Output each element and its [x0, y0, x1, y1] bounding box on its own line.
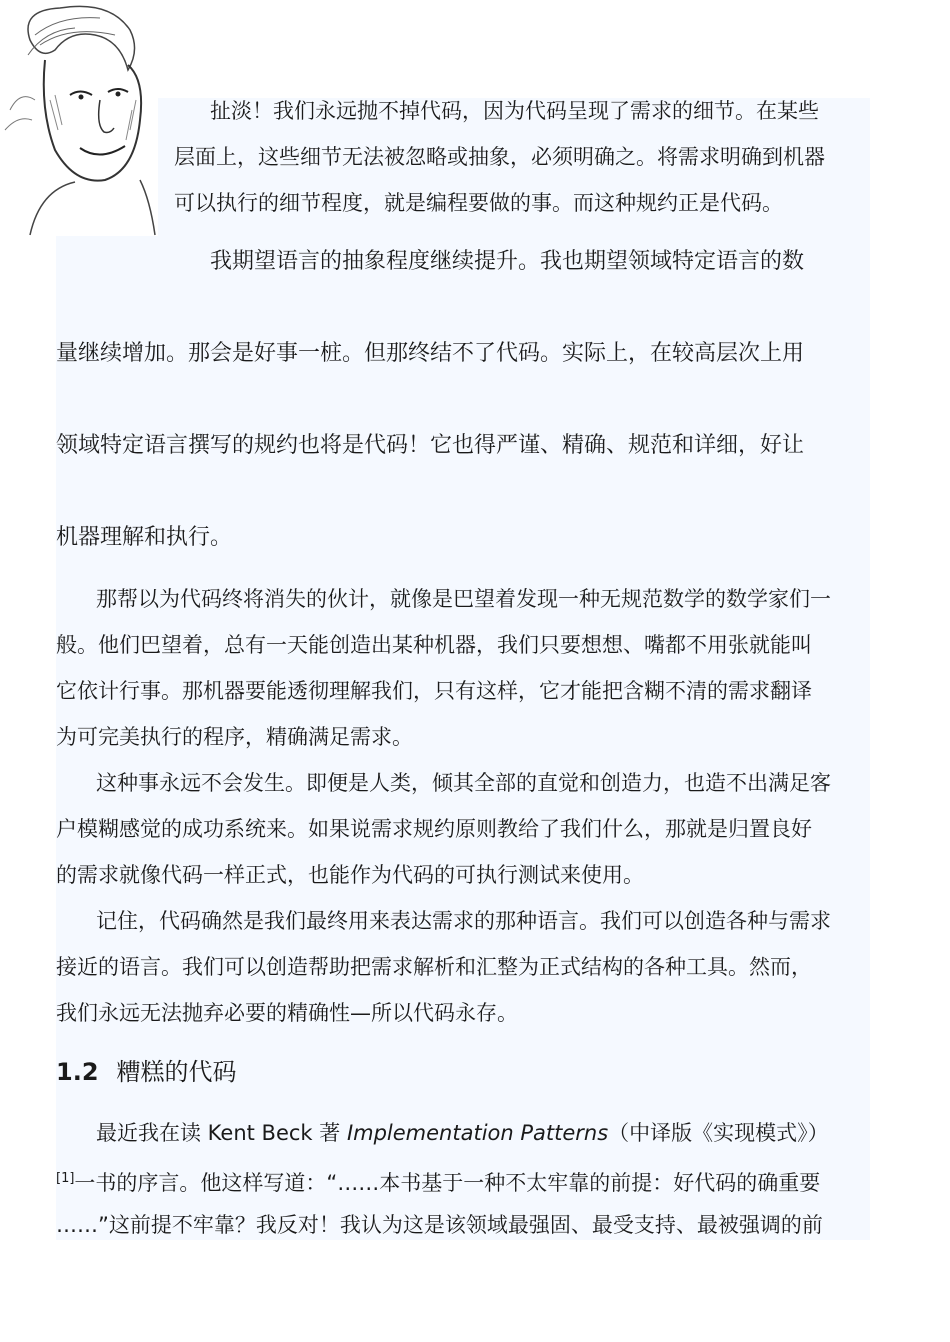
para5-line-3: 我们永远无法抛弃必要的精确性—所以代码永存。: [56, 1001, 518, 1025]
para4-line-1: 这种事永远不会发生。即便是人类，倾其全部的直觉和创造力，也造不出满足客: [96, 771, 831, 795]
para3-line-1: 那帮以为代码终将消失的伙计，就像是巴望着发现一种无规范数学的数学家们一: [96, 587, 831, 611]
para4-line-2: 户模糊感觉的成功系统来。如果说需求规约原则教给了我们什么，那就是归置良好: [56, 817, 812, 841]
para6-line-1: [96, 1110, 829, 1156]
para6-line-3: ……”这前提不牢靠？我反对！我认为这是该领域最强固、最受支持、最被强调的前: [56, 1213, 823, 1237]
para5-line-1: 记住，代码确然是我们最终用来表达需求的那种语言。我们可以创造各种与需求: [96, 909, 831, 933]
para6-line-2: [56, 1156, 820, 1206]
author-portrait: [0, 0, 158, 236]
para2-line-2: 量继续增加。那会是好事一桩。但那终结不了代码。实际上，在较高层次上用: [56, 341, 805, 366]
para6-text-a: 最近我在读 Kent Beck 著: [96, 1121, 347, 1145]
para4-line-3: 的需求就像代码一样正式，也能作为代码的可执行测试来使用。: [56, 863, 644, 887]
para6-text-b: （中译版《实现模式》）: [608, 1121, 829, 1145]
portrait-sketch-icon: [0, 0, 158, 236]
section-heading: [56, 1052, 237, 1087]
quote-line-2: 层面上，这些细节无法被忽略或抽象，必须明确之。将需求明确到机器: [174, 145, 825, 169]
quote-line-3: 可以执行的细节程度，就是编程要做的事。而这种规约正是代码。: [174, 191, 783, 215]
book-title: Implementation Patterns: [346, 1121, 609, 1145]
para2-line-3: 领域特定语言撰写的规约也将是代码！它也得严谨、精确、规范和详细，好让: [56, 433, 805, 458]
para3-line-4: 为可完美执行的程序，精确满足需求。: [56, 725, 413, 749]
para6-text-c: 一书的序言。他这样写道：“……本书基于一种不太牢靠的前提：好代码的确重要: [74, 1171, 821, 1195]
para2-line-4: 机器理解和执行。: [56, 525, 233, 550]
quote-line-1: 扯淡！我们永远抛不掉代码，因为代码呈现了需求的细节。在某些: [210, 99, 819, 123]
para5-line-2: 接近的语言。我们可以创造帮助把需求解析和汇整为正式结构的各种工具。然而，: [56, 955, 812, 979]
para3-line-2: 般。他们巴望着，总有一天能创造出某种机器，我们只要想想、嘴都不用张就能叫: [56, 633, 812, 657]
reference-link[interactable]: [1]: [56, 1171, 75, 1186]
section-number: 1.2: [56, 1058, 99, 1086]
section-title: 糟糕的代码: [116, 1058, 237, 1086]
para3-line-3: 它依计行事。那机器要能透彻理解我们，只有这样，它才能把含糊不清的需求翻译: [56, 679, 812, 703]
para2-line-1: 我期望语言的抽象程度继续提升。我也期望领域特定语言的数: [210, 249, 805, 274]
